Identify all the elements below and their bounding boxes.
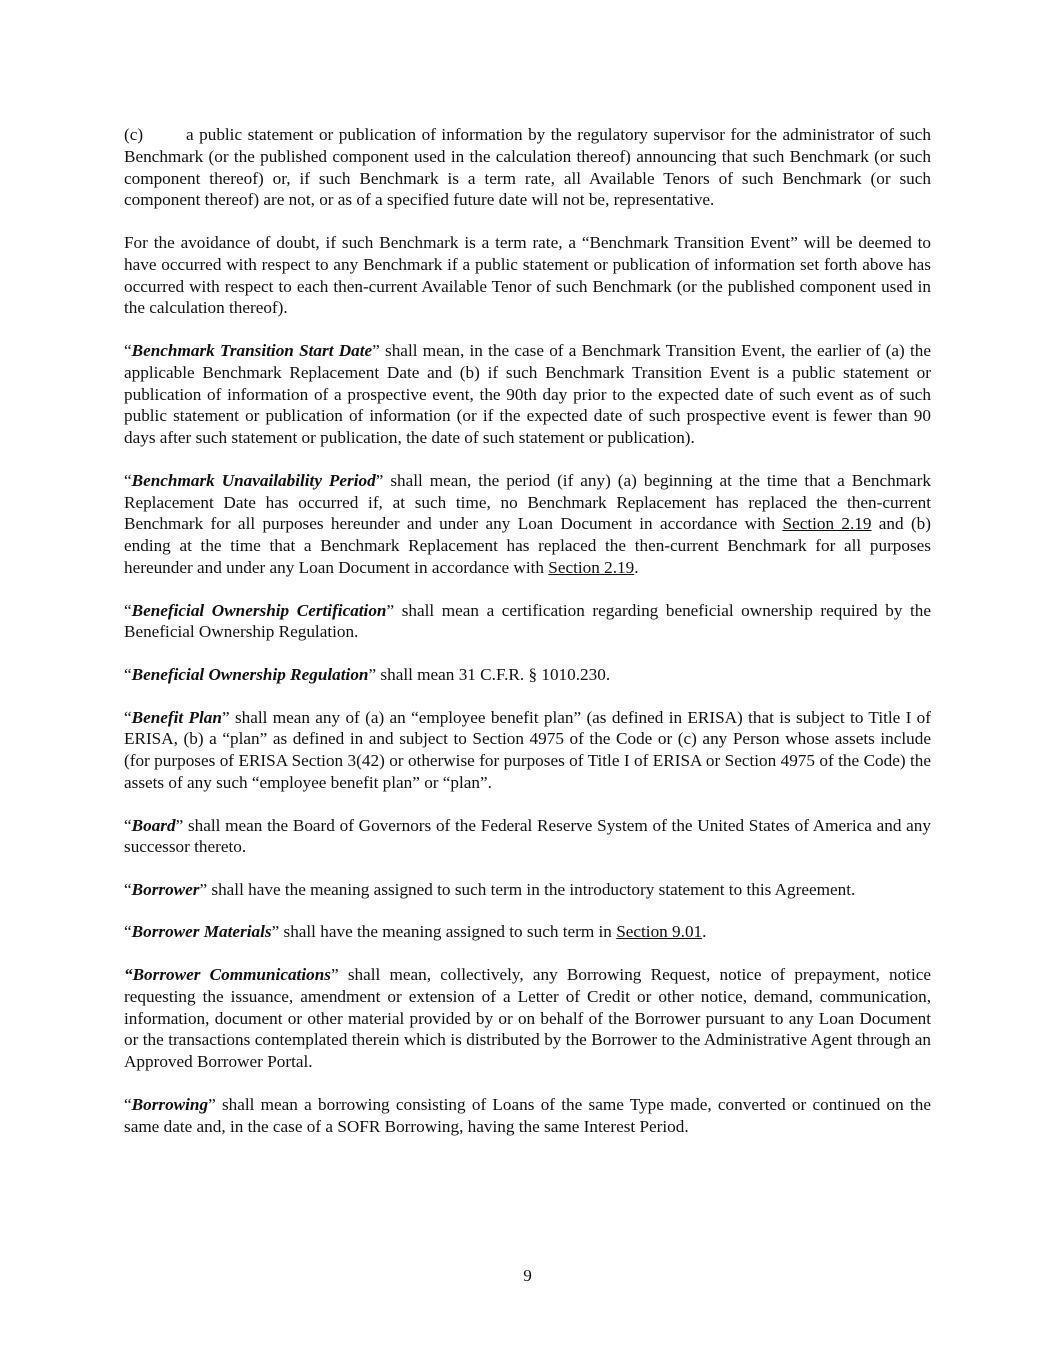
open-quote: “ bbox=[124, 664, 132, 684]
defined-term: Benefit Plan bbox=[131, 707, 222, 727]
close-quote: ” bbox=[208, 1094, 216, 1114]
definition-benchmark-transition-start-date bbox=[124, 340, 931, 449]
definition-text: shall mean, collectively, any Borrowing Request, notice of prepayment, notice requesting the issuance, amendment or extension of a Letter of Credit or other notice, demand, communication, information, document or other material provided by or on behalf of the Borrower pursuant to any Loan Document or the transactions contemplated therein which is distributed by the Borrower to the Administrative Agent through an Approved Borrower Portal. bbox=[124, 965, 931, 1072]
close-quote: ” bbox=[375, 470, 384, 490]
open-quote: “ bbox=[124, 600, 132, 620]
definition-benchmark-unavailability-period bbox=[124, 470, 931, 579]
close-quote: ” bbox=[175, 815, 184, 835]
open-quote: “ bbox=[124, 815, 132, 835]
defined-term: Benchmark Unavailability Period bbox=[131, 470, 376, 490]
definition-text: shall mean the Board of Governors of the Federal Reserve System of the United States of America and any successor thereto. bbox=[124, 815, 931, 857]
close-quote: ” bbox=[368, 664, 377, 684]
clause-c-paragraph bbox=[124, 124, 931, 211]
definition-text: shall mean 31 C.F.R. § 1010.230. bbox=[376, 664, 611, 684]
definition-text: shall mean any of (a) an “employee benefit plan” (as defined in ERISA) that is subject to Title I of ERISA, (b) a “plan” as defined in and subject to Section 4975 of the Code or (c) any Person whose assets include (for purposes of ERISA Section 3(42) or otherwise for purposes of Title I of ERISA or Section 4975 of the Code) the assets of any such “employee benefit plan” or “plan”. bbox=[124, 707, 931, 792]
definition-beneficial-ownership-certification bbox=[124, 600, 931, 644]
defined-term: Benchmark Transition Start Date bbox=[131, 340, 373, 360]
close-quote: ” bbox=[221, 707, 230, 727]
defined-term: Borrowing bbox=[131, 1094, 209, 1114]
definition-text: shall have the meaning assigned to such term in bbox=[279, 922, 617, 942]
open-quote: “ bbox=[124, 340, 132, 360]
definition-borrower bbox=[124, 879, 931, 901]
avoidance-of-doubt-paragraph: For the avoidance of doubt, if such Benchmark is a term rate, a “Benchmark Transition Event” will be deemed to have occurred with respect to any Benchmark if a public statement or publication of information set forth above has occurred with respect to each then-current Available Tenor of such Benchmark (or the published component used in the calculation thereof). bbox=[124, 232, 931, 318]
definition-text: . bbox=[702, 922, 707, 942]
definition-text: shall mean, in the case of a Benchmark Transition Event, the earlier of (a) the applicable Benchmark Replacement Date and (b) if such Benchmark Transition Event is a public statement or publication of information of a prospective event, the 90th day prior to the expected date of such event as of such public statement or publication of information (or if the expected date of such prospective event is fewer than 90 days after such statement or publication, the date of such statement or publication). bbox=[124, 340, 931, 448]
open-quote: “ bbox=[124, 470, 132, 490]
clause-c-text: a public statement or publication of information by the regulatory supervisor for the administrator of such Benchmark (or the published component used in the calculation thereof) announcing that such Benchmark (or such component thereof) or, if such Benchmark is a term rate, all Available Tenors of such Benchmark (or such component thereof) are not, or as of a specified future date will not be, representative. bbox=[124, 125, 931, 210]
defined-term: Borrower bbox=[131, 879, 200, 899]
definition-board bbox=[124, 815, 931, 859]
section-reference-link[interactable]: Section 2.19 bbox=[782, 514, 872, 534]
defined-term: Board bbox=[131, 815, 176, 835]
section-reference-link[interactable]: Section 9.01 bbox=[616, 922, 703, 942]
defined-term: Borrower Communications bbox=[132, 965, 331, 985]
definition-borrower-materials bbox=[124, 921, 931, 943]
definition-borrower-communications bbox=[124, 964, 931, 1073]
open-quote: “ bbox=[124, 879, 132, 899]
defined-term: Borrower Materials bbox=[131, 922, 272, 942]
close-quote: ” bbox=[271, 922, 280, 942]
definition-benefit-plan bbox=[124, 707, 931, 794]
document-page bbox=[124, 124, 931, 1158]
definition-text: shall mean a certification regarding beneficial ownership required by the Beneficial Ownership Regulation. bbox=[124, 600, 931, 642]
definition-text: and (b) ending at the time that a Benchmark Replacement has replaced the then-current Benchmark for all purposes hereunder and under any Loan Document in accordance with bbox=[124, 514, 931, 577]
close-quote: ” bbox=[386, 600, 395, 620]
clause-c-label: (c) bbox=[124, 125, 144, 144]
defined-term: Beneficial Ownership Regulation bbox=[131, 664, 369, 684]
open-quote: “ bbox=[124, 965, 133, 985]
section-reference-link[interactable]: Section 2.19 bbox=[548, 557, 635, 577]
close-quote: ” bbox=[199, 879, 208, 899]
close-quote: ” bbox=[330, 965, 339, 985]
page-number: 9 bbox=[523, 1266, 532, 1285]
definition-text: . bbox=[634, 557, 639, 577]
definition-text: shall mean, the period (if any) (a) beginning at the time that a Benchmark Replacement Date has occurred if, at such time, no Benchmark Replacement has replaced the then-current Benchmark for all purposes hereunder and under any Loan Document in accordance with bbox=[124, 470, 931, 534]
open-quote: “ bbox=[124, 707, 132, 727]
open-quote: “ bbox=[124, 922, 132, 942]
open-quote: “ bbox=[124, 1094, 132, 1114]
definition-borrowing bbox=[124, 1094, 931, 1138]
definition-text: shall mean a borrowing consisting of Loans of the same Type made, converted or continued on the same date and, in the case of a SOFR Borrowing, having the same Interest Period. bbox=[124, 1094, 931, 1136]
definition-beneficial-ownership-regulation bbox=[124, 664, 931, 686]
close-quote: ” bbox=[372, 340, 380, 360]
defined-term: Beneficial Ownership Certification bbox=[131, 600, 387, 620]
definition-text: shall have the meaning assigned to such term in the introductory statement to this Agreement. bbox=[207, 879, 856, 899]
